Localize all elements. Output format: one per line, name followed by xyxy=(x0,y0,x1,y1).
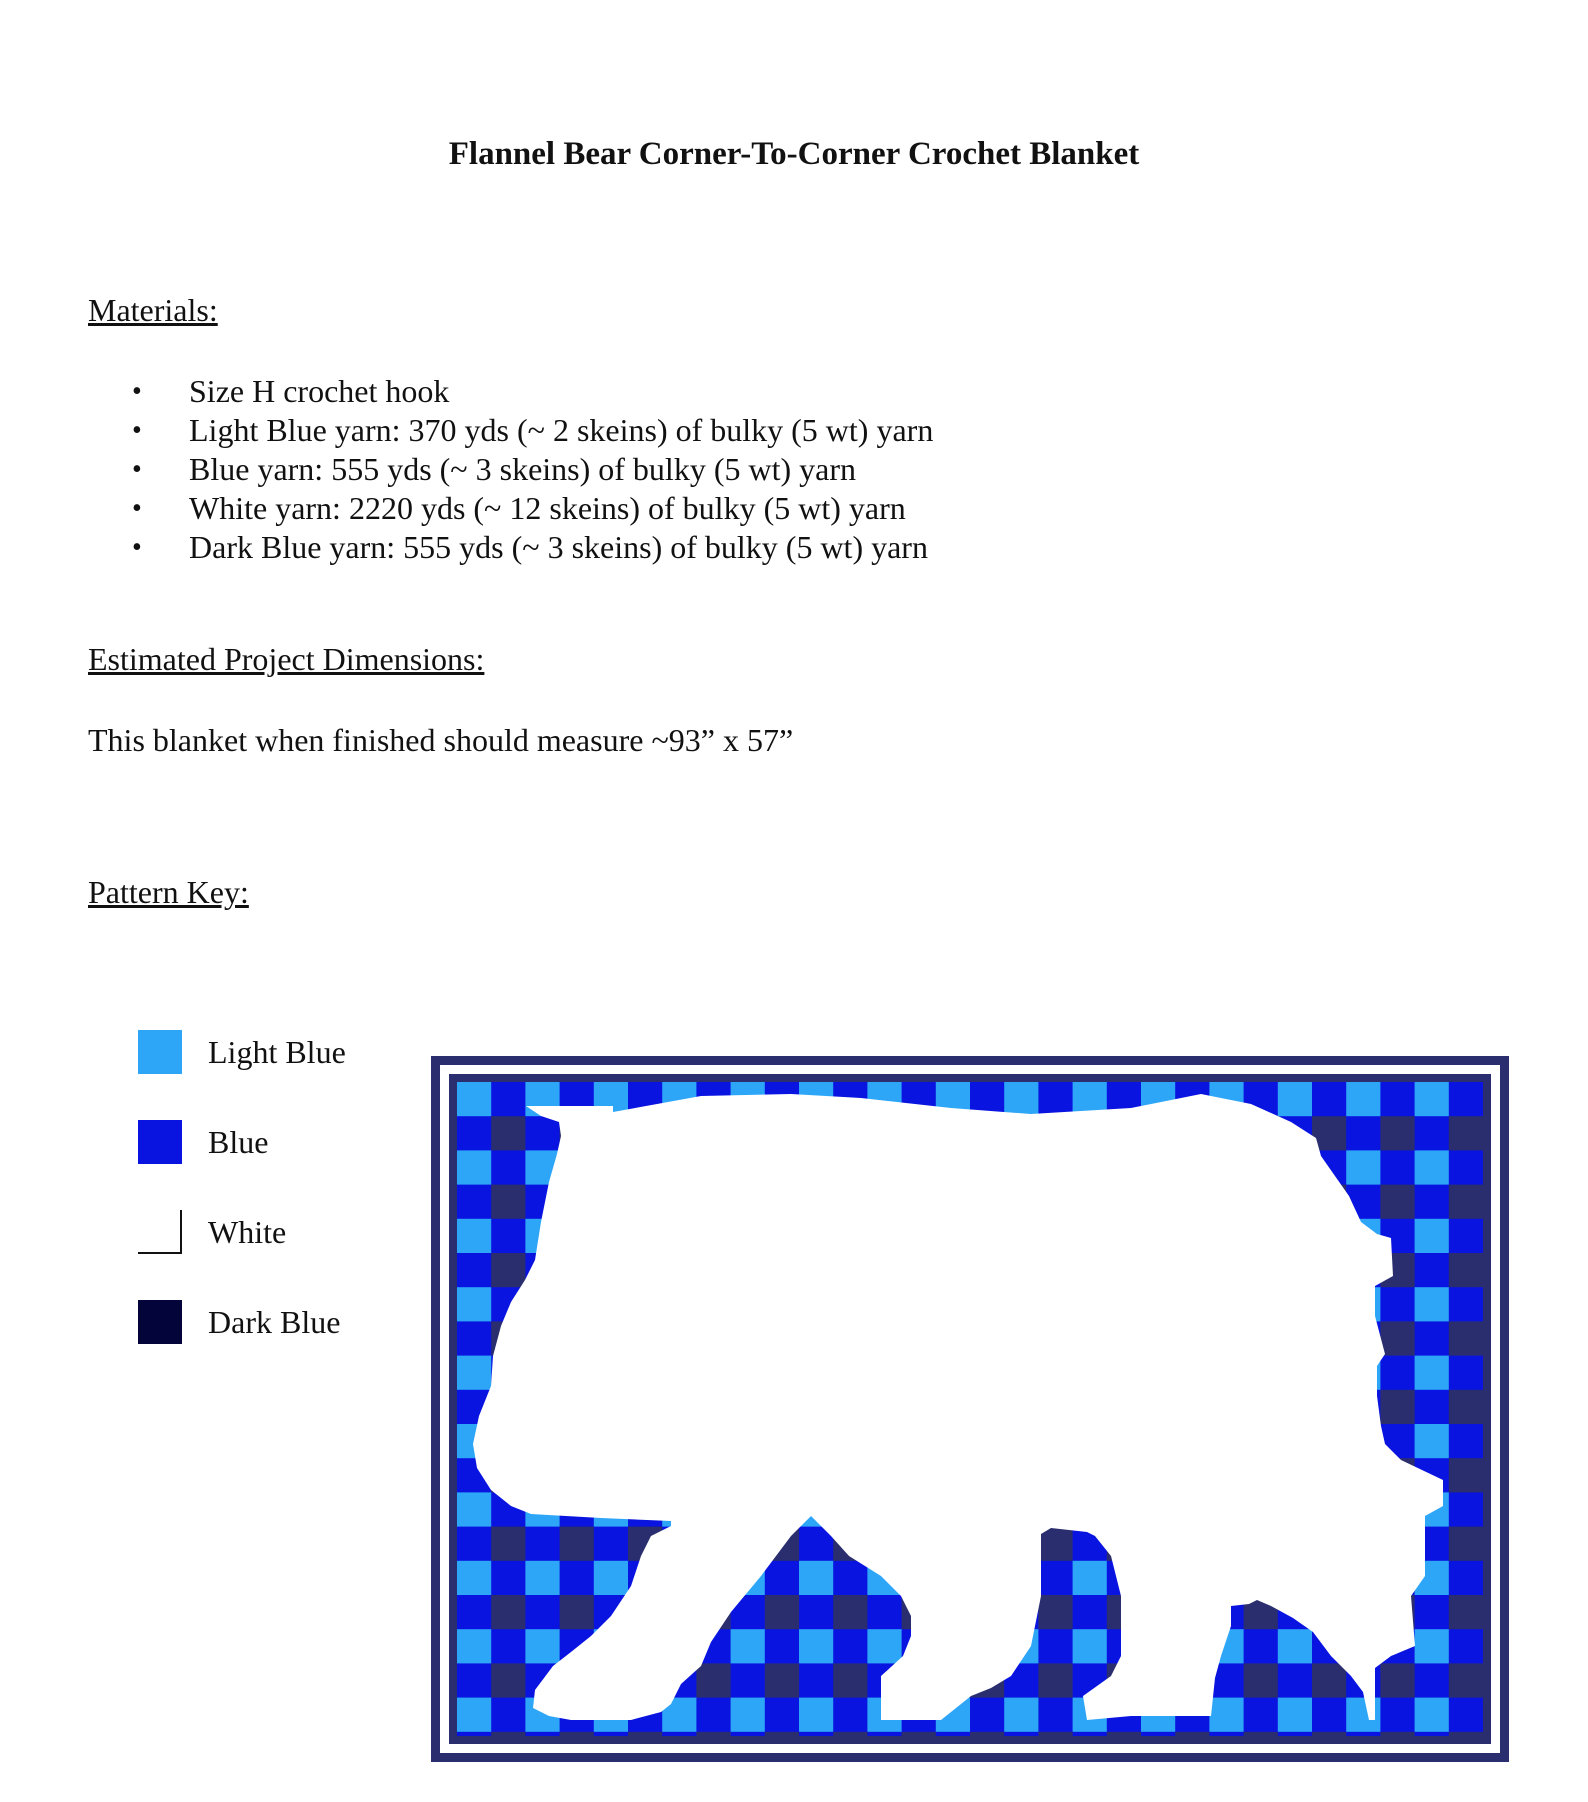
plaid-cell xyxy=(491,1561,526,1596)
blanket-pattern-graphic xyxy=(431,1056,1509,1762)
plaid-cell xyxy=(491,1150,526,1185)
plaid-cell xyxy=(867,1629,902,1664)
plaid-cell xyxy=(1380,1390,1415,1425)
plaid-cell xyxy=(1415,1698,1450,1733)
plaid-cell xyxy=(491,1116,526,1151)
plaid-cell xyxy=(1380,1321,1415,1356)
plaid-cell xyxy=(1278,1663,1313,1698)
plaid-cell xyxy=(1038,1698,1073,1733)
plaid-cell xyxy=(1415,1287,1450,1322)
plaid-cell xyxy=(457,1321,492,1356)
plaid-cell xyxy=(731,1629,766,1664)
plaid-cell xyxy=(457,1561,492,1596)
plaid-cell xyxy=(1244,1663,1279,1698)
list-item: • Dark Blue yarn: 555 yds (~ 3 skeins) of bulky (5 wt) yarn xyxy=(88,528,933,567)
plaid-cell xyxy=(799,1663,834,1698)
plaid-cell xyxy=(1380,1356,1415,1391)
plaid-cell xyxy=(1415,1390,1450,1425)
plaid-cell xyxy=(1449,1287,1484,1322)
legend-label: Dark Blue xyxy=(208,1304,341,1340)
plaid-cell xyxy=(491,1595,526,1630)
plaid-cell xyxy=(731,1663,766,1698)
plaid-cell xyxy=(1449,1595,1484,1630)
plaid-cell xyxy=(1278,1082,1313,1117)
plaid-cell xyxy=(1415,1595,1450,1630)
plaid-cell xyxy=(1004,1082,1039,1117)
plaid-cell xyxy=(1312,1082,1347,1117)
plaid-cell xyxy=(457,1527,492,1562)
plaid-cell xyxy=(491,1219,526,1254)
plaid-cell xyxy=(1209,1698,1244,1733)
plaid-cell xyxy=(833,1663,868,1698)
plaid-cell xyxy=(594,1527,629,1562)
plaid-cell xyxy=(1415,1116,1450,1151)
plaid-cell xyxy=(1073,1561,1108,1596)
plaid-cell xyxy=(1449,1219,1484,1254)
plaid-cell xyxy=(799,1629,834,1664)
plaid-cell xyxy=(457,1287,492,1322)
plaid-cell xyxy=(1073,1629,1108,1664)
legend-label: Light Blue xyxy=(208,1034,346,1070)
plaid-cell xyxy=(457,1629,492,1664)
plaid-cell xyxy=(1073,1595,1108,1630)
plaid-cell xyxy=(1415,1253,1450,1288)
plaid-cell xyxy=(696,1698,731,1733)
plaid-cell xyxy=(457,1356,492,1391)
plaid-cell xyxy=(1415,1663,1450,1698)
plaid-cell xyxy=(457,1116,492,1151)
white-swatch xyxy=(138,1210,182,1254)
plaid-cell xyxy=(1449,1150,1484,1185)
plaid-cell xyxy=(1415,1185,1450,1220)
plaid-cell xyxy=(560,1561,595,1596)
plaid-cell xyxy=(799,1698,834,1733)
plaid-cell xyxy=(491,1629,526,1664)
list-item: • Size H crochet hook xyxy=(88,372,933,411)
plaid-cell xyxy=(1380,1116,1415,1151)
plaid-cell xyxy=(525,1527,560,1562)
plaid-cell xyxy=(1449,1253,1484,1288)
plaid-cell xyxy=(833,1561,868,1596)
list-item: • Blue yarn: 555 yds (~ 3 skeins) of bulky (5 wt) yarn xyxy=(88,450,933,489)
plaid-cell xyxy=(1038,1082,1073,1117)
plaid-cell xyxy=(491,1527,526,1562)
plaid-cell xyxy=(1415,1150,1450,1185)
plaid-cell xyxy=(1415,1082,1450,1117)
plaid-cell xyxy=(1312,1663,1347,1698)
plaid-cell xyxy=(1415,1219,1450,1254)
list-item: • White yarn: 2220 yds (~ 12 skeins) of bulky (5 wt) yarn xyxy=(88,489,933,528)
plaid-cell xyxy=(457,1663,492,1698)
plaid-cell xyxy=(594,1561,629,1596)
plaid-cell xyxy=(1449,1356,1484,1391)
plaid-cell xyxy=(696,1663,731,1698)
plaid-cell xyxy=(457,1595,492,1630)
plaid-cell xyxy=(1278,1698,1313,1733)
plaid-cell xyxy=(457,1150,492,1185)
dimensions-text: This blanket when finished should measure ~93” x 57” xyxy=(88,722,794,758)
plaid-cell xyxy=(1449,1458,1484,1493)
plaid-cell xyxy=(1449,1116,1484,1151)
plaid-cell xyxy=(1380,1150,1415,1185)
plaid-cell xyxy=(799,1561,834,1596)
plaid-cell xyxy=(525,1629,560,1664)
pattern-key-heading: Pattern Key: xyxy=(88,874,249,910)
plaid-cell xyxy=(833,1698,868,1733)
plaid-cell xyxy=(799,1595,834,1630)
plaid-cell xyxy=(1346,1082,1381,1117)
plaid-cell xyxy=(457,1185,492,1220)
plaid-cell xyxy=(457,1492,492,1527)
plaid-cell xyxy=(1380,1082,1415,1117)
legend-label: Blue xyxy=(208,1124,269,1160)
plaid-cell xyxy=(457,1082,492,1117)
plaid-cell xyxy=(765,1595,800,1630)
plaid-cell xyxy=(1449,1663,1484,1698)
plaid-cell xyxy=(1346,1698,1381,1733)
plaid-cell xyxy=(560,1527,595,1562)
plaid-cell xyxy=(1380,1185,1415,1220)
plaid-cell xyxy=(1415,1356,1450,1391)
plaid-cell xyxy=(1038,1595,1073,1630)
plaid-cell xyxy=(1346,1150,1381,1185)
plaid-cell xyxy=(1449,1629,1484,1664)
plaid-cell xyxy=(1449,1561,1484,1596)
plaid-cell xyxy=(1449,1698,1484,1733)
plaid-cell xyxy=(1449,1527,1484,1562)
plaid-cell xyxy=(1415,1424,1450,1459)
plaid-cell xyxy=(1346,1116,1381,1151)
blue-swatch xyxy=(138,1120,182,1164)
plaid-cell xyxy=(1312,1698,1347,1733)
plaid-cell xyxy=(731,1698,766,1733)
plaid-cell xyxy=(457,1698,492,1733)
plaid-cell xyxy=(867,1595,902,1630)
plaid-cell xyxy=(1380,1698,1415,1733)
plaid-cell xyxy=(1449,1321,1484,1356)
plaid-cell xyxy=(1449,1424,1484,1459)
legend-label: White xyxy=(208,1214,287,1250)
document-title: Flannel Bear Corner-To-Corner Crochet Blanket xyxy=(448,136,1140,172)
plaid-cell xyxy=(560,1595,595,1630)
plaid-cell xyxy=(833,1629,868,1664)
plaid-cell xyxy=(1449,1185,1484,1220)
materials-list xyxy=(88,372,933,567)
plaid-cell xyxy=(1380,1287,1415,1322)
blanket-pattern-chart xyxy=(431,1056,1509,1762)
plaid-cell xyxy=(525,1116,560,1151)
plaid-cell xyxy=(491,1253,526,1288)
list-item: • Light Blue yarn: 370 yds (~ 2 skeins) of bulky (5 wt) yarn xyxy=(88,411,933,450)
light-blue-swatch xyxy=(138,1030,182,1074)
plaid-cell xyxy=(1415,1321,1450,1356)
materials-heading: Materials: xyxy=(88,292,218,328)
plaid-cell xyxy=(833,1595,868,1630)
plaid-cell xyxy=(491,1663,526,1698)
plaid-cell xyxy=(1244,1629,1279,1664)
plaid-cell xyxy=(1449,1390,1484,1425)
plaid-cell xyxy=(491,1698,526,1733)
plaid-cell xyxy=(970,1698,1005,1733)
plaid-cell xyxy=(525,1595,560,1630)
plaid-cell xyxy=(1038,1629,1073,1664)
plaid-cell xyxy=(1278,1629,1313,1664)
dark-blue-swatch xyxy=(138,1300,182,1344)
plaid-cell xyxy=(457,1253,492,1288)
plaid-cell xyxy=(525,1561,560,1596)
plaid-cell xyxy=(1244,1698,1279,1733)
plaid-cell xyxy=(491,1082,526,1117)
plaid-cell xyxy=(1449,1492,1484,1527)
plaid-cell xyxy=(765,1561,800,1596)
plaid-cell xyxy=(1449,1082,1484,1117)
plaid-cell xyxy=(1004,1698,1039,1733)
plaid-cell xyxy=(1415,1629,1450,1664)
plaid-cell xyxy=(1038,1663,1073,1698)
plaid-cell xyxy=(1380,1663,1415,1698)
plaid-cell xyxy=(765,1663,800,1698)
plaid-cell xyxy=(491,1185,526,1220)
plaid-cell xyxy=(765,1698,800,1733)
dimensions-heading: Estimated Project Dimensions: xyxy=(88,641,485,677)
plaid-cell xyxy=(457,1219,492,1254)
plaid-cell xyxy=(765,1629,800,1664)
plaid-cell xyxy=(1038,1561,1073,1596)
